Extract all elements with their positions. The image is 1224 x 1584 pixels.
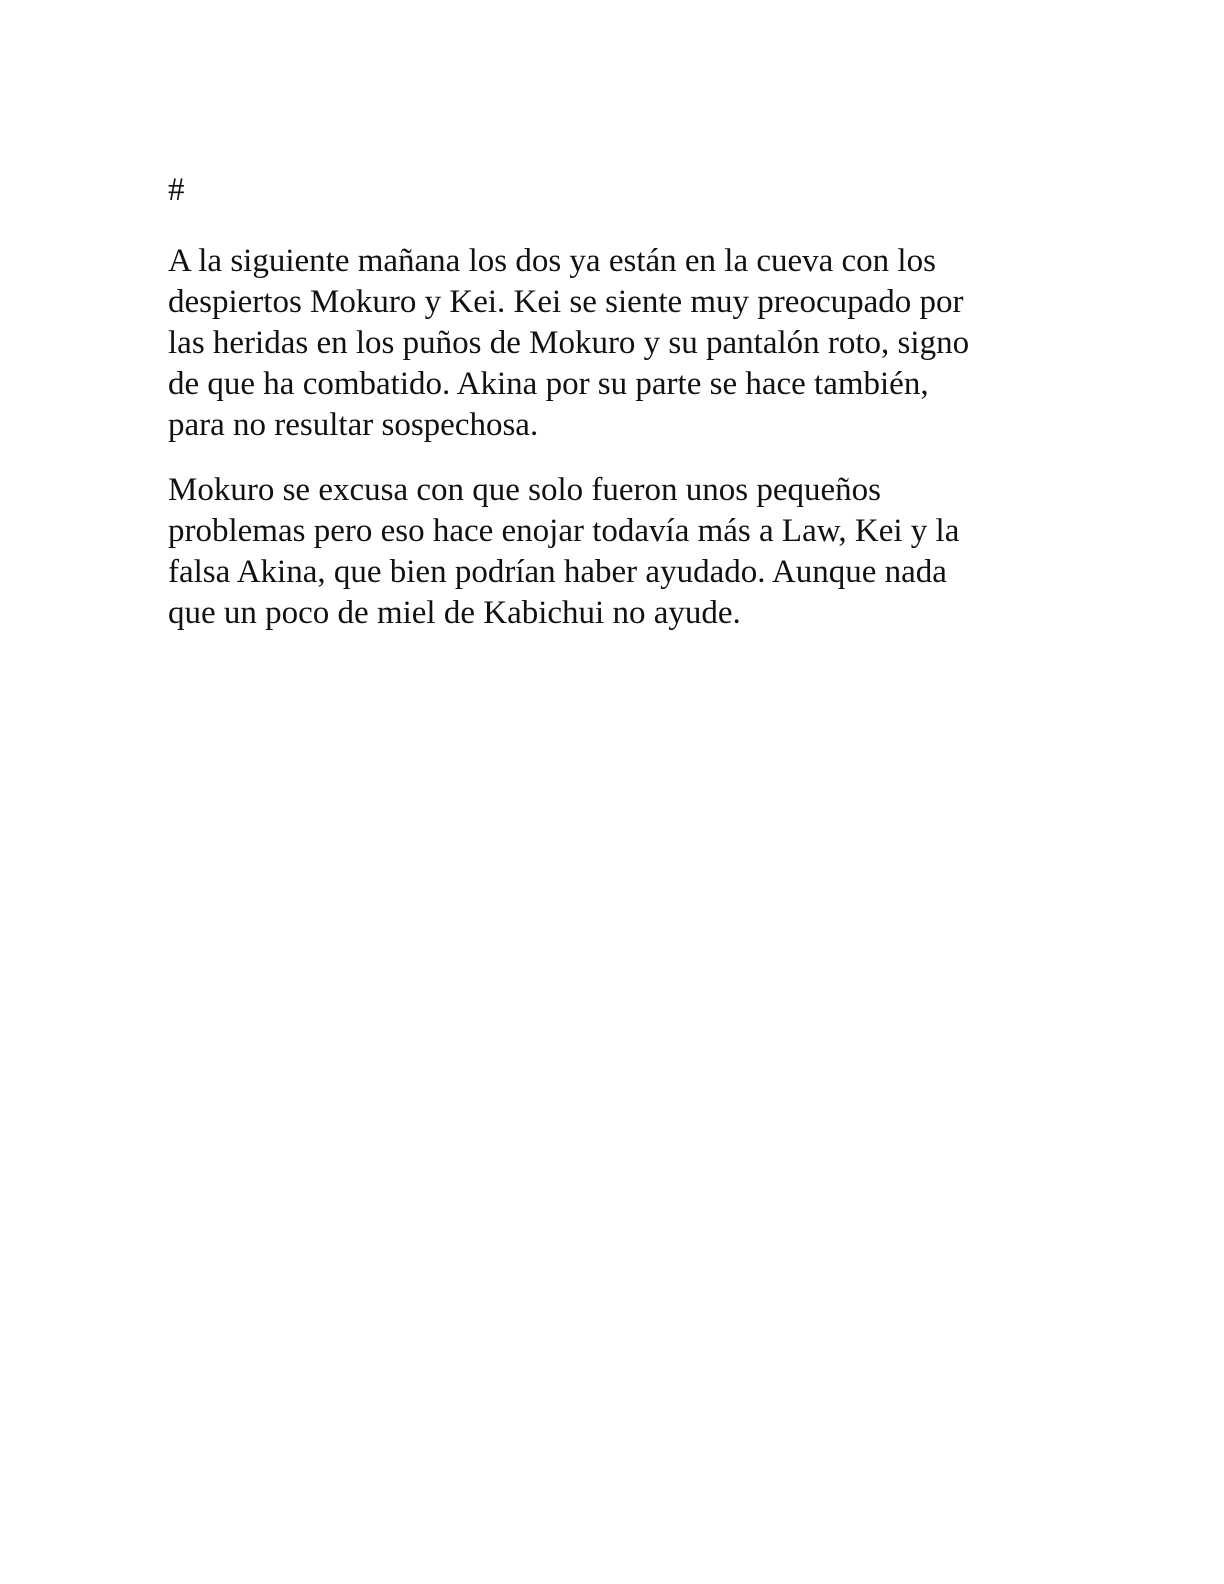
paragraph-line: de que ha combatido. Akina por su parte se hace también,	[168, 366, 929, 402]
page-content	[168, 170, 1048, 658]
paragraph-line: que un poco de miel de Kabichui no ayude.	[168, 595, 741, 631]
paragraph-line: despiertos Mokuro y Kei. Kei se siente muy preocupado por	[168, 284, 964, 320]
paragraph-line: las heridas en los puños de Mokuro y su pantalón roto, signo	[168, 325, 970, 361]
scene-break-marker: #	[168, 172, 185, 208]
paragraph-line: falsa Akina, que bien podrían haber ayudado. Aunque nada	[168, 554, 947, 590]
paragraph-line: Mokuro se excusa con que solo fueron unos pequeños	[168, 472, 882, 508]
paragraph-2	[168, 470, 1048, 634]
paragraph-line: para no resultar sospechosa.	[168, 407, 539, 443]
paragraph-1	[168, 241, 1048, 446]
paragraph-line: problemas pero eso hace enojar todavía más a Law, Kei y la	[168, 513, 960, 549]
paragraph-line: A la siguiente mañana los dos ya están en la cueva con los	[168, 243, 936, 279]
